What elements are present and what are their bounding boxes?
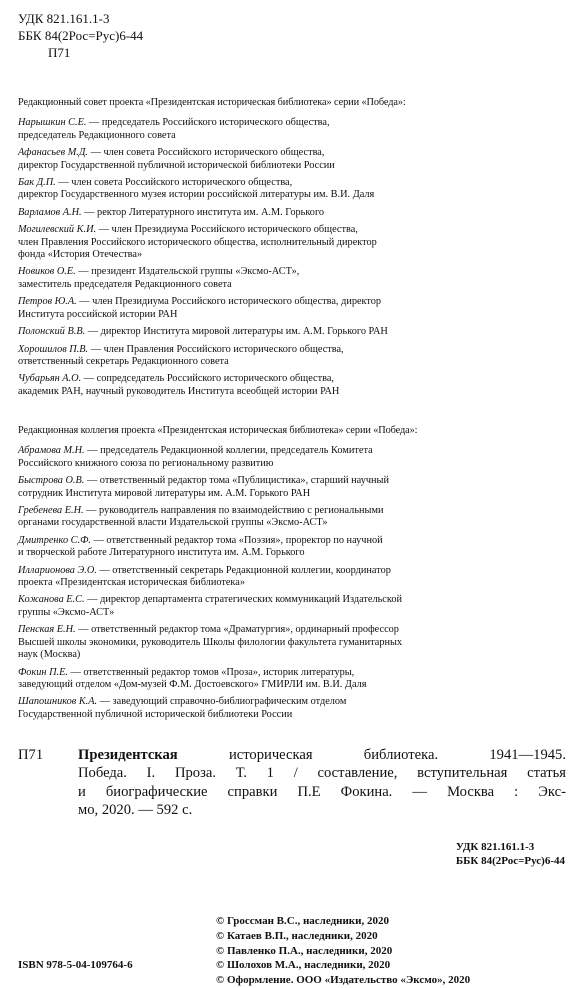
udk-code-bottom: УДК 821.161.1-3 xyxy=(455,841,535,853)
member-line xyxy=(18,607,566,619)
member-role: — ответственный редактор томов «Проза», историк литературы, xyxy=(70,666,355,678)
member-name: Чубарьян А.О. xyxy=(18,373,82,385)
member-role: Российского книжного союза по региональному развитию xyxy=(18,457,274,469)
member-entry xyxy=(18,373,566,398)
member-name: Илларионова Э.О. xyxy=(18,564,97,576)
member-role: — директор Института мировой литературы им. А.М. Горького РАН xyxy=(87,326,388,338)
member-line xyxy=(18,594,566,606)
member-line xyxy=(18,309,566,321)
editorial-council-heading: Редакционный совет проекта «Президентская историческая библиотека» серии «Победа»: xyxy=(18,97,406,108)
member-entry xyxy=(18,344,566,369)
member-line xyxy=(18,296,566,308)
member-line xyxy=(18,577,566,589)
member-line xyxy=(18,207,566,219)
member-line xyxy=(18,649,566,661)
member-role: — член Правления Российского исторического общества, xyxy=(90,343,344,355)
member-role: наук (Москва) xyxy=(18,649,81,661)
member-role: — ректор Литературного института им. А.М. Горького xyxy=(84,206,325,218)
author-mark: П71 xyxy=(48,45,71,60)
member-name: Кожанова Е.С. xyxy=(18,594,85,606)
member-line xyxy=(18,249,566,261)
member-role: член Правления Российского исторического общества, исполнительный директор xyxy=(18,236,377,248)
member-role: — заведующий справочно-библиографическим отделом xyxy=(99,696,347,708)
member-line xyxy=(18,386,566,398)
member-role: председатель Редакционного совета xyxy=(18,129,176,141)
member-role: директор Государственной публичной исторической библиотеки России xyxy=(18,159,335,171)
member-entry xyxy=(18,266,566,291)
member-role: — президент Издательской группы «Эксмо-АСТ», xyxy=(78,266,300,278)
member-entry xyxy=(18,667,566,692)
member-role: — ответственный редактор тома «Публицистика», старший научный xyxy=(86,475,389,487)
member-role: — член совета Российского исторического общества, xyxy=(90,147,325,159)
member-line xyxy=(18,189,566,201)
member-role: — член Президиума Российского исторического общества, директор xyxy=(79,296,382,308)
editorial-board-list xyxy=(18,445,566,721)
member-line xyxy=(18,535,566,547)
member-entry xyxy=(18,445,566,470)
member-role: органами государственной власти Издательской группы «Эксмо-АСТ» xyxy=(18,517,328,529)
member-role: Высшей школы экономики, руководитель Школы филологии факультета гуманитарных xyxy=(18,636,403,648)
member-line xyxy=(18,117,566,129)
classification-codes-top xyxy=(18,10,143,61)
member-line xyxy=(18,458,566,470)
member-line xyxy=(18,624,566,636)
catalog-line-2: Победа. I. Проза. Т. 1 / составление, вступительная статья xyxy=(78,765,566,782)
member-name: Нарышкин С.Е. xyxy=(18,117,87,129)
member-role: и творческой работе Литературного института им. А.М. Горького xyxy=(18,547,305,559)
member-name: Могилевский К.И. xyxy=(18,224,97,236)
member-name: Абрамова М.Н. xyxy=(18,445,85,457)
member-entry xyxy=(18,296,566,321)
member-line xyxy=(18,475,566,487)
member-role: — председатель Редакционной коллегии, председатель Комитета xyxy=(87,445,373,457)
member-line xyxy=(18,356,566,368)
member-entry xyxy=(18,117,566,142)
catalog-record xyxy=(18,746,566,820)
member-role: заведующий отделом «Дом-музей Ф.М. Достоевского» ГМИРЛИ им. В.И. Даля xyxy=(18,678,367,690)
editorial-board-heading: Редакционная коллегия проекта «Президентская историческая библиотека» серии «Победа»: xyxy=(18,425,418,436)
bbk-code-bottom: ББК 84(2Рос=Рус)6-44 xyxy=(455,855,565,867)
copyright-line: © Катаев В.П., наследники, 2020 xyxy=(216,929,378,942)
catalog-line-3: и биографические справки П.Е Фокина. — Москва : Экс- xyxy=(78,783,566,800)
member-line xyxy=(18,696,566,708)
member-entry xyxy=(18,535,566,560)
member-role: — ответственный секретарь Редакционной коллегии, координатор xyxy=(99,564,391,576)
member-line xyxy=(18,637,566,649)
member-line xyxy=(18,224,566,236)
bbk-code: ББК 84(2Рос=Рус)6-44 xyxy=(18,28,144,43)
member-role: группы «Эксмо-АСТ» xyxy=(18,606,115,618)
copyright-line: © Оформление. ООО «Издательство «Эксмо», 2020 xyxy=(216,974,471,987)
editorial-board xyxy=(18,425,566,726)
member-line xyxy=(18,147,566,159)
member-line xyxy=(18,547,566,559)
member-entry xyxy=(18,696,566,721)
member-line xyxy=(18,326,566,338)
member-name: Бак Д.П. xyxy=(18,177,56,189)
member-line xyxy=(18,445,566,457)
member-line xyxy=(18,565,566,577)
copyright-line: © Павленко П.А., наследники, 2020 xyxy=(216,944,393,957)
member-line xyxy=(18,488,566,500)
member-role: академик РАН, научный руководитель Института всеобщей истории РАН xyxy=(18,385,340,397)
catalog-title-bold: Президентская xyxy=(78,747,178,763)
member-entry xyxy=(18,624,566,661)
member-role: сотрудник Института мировой литературы им. А.М. Горького РАН xyxy=(18,487,311,499)
member-role: — сопредседатель Российского исторического общества, xyxy=(83,373,334,385)
member-entry xyxy=(18,475,566,500)
member-role: — член Президиума Российского исторического общества, xyxy=(98,224,358,236)
copyright-line: © Шолохов М.А., наследники, 2020 xyxy=(216,959,391,972)
member-entry xyxy=(18,505,566,530)
catalog-line-1-rest: историческая библиотека. 1941—1945. xyxy=(177,747,566,763)
member-entry xyxy=(18,207,566,219)
copyright-line: © Гроссман В.С., наследники, 2020 xyxy=(216,915,389,927)
member-name: Шапошников К.А. xyxy=(18,696,98,708)
member-line xyxy=(18,505,566,517)
editorial-council xyxy=(18,97,566,403)
member-line xyxy=(18,130,566,142)
member-name: Афанасьев М.Д. xyxy=(18,147,88,159)
udk-code: УДК 821.161.1-3 xyxy=(18,11,110,26)
member-entry xyxy=(18,147,566,172)
member-name: Хорошилов П.В. xyxy=(18,343,89,355)
member-entry xyxy=(18,224,566,261)
catalog-line-4: мо, 2020. — 592 с. xyxy=(78,802,193,819)
classification-codes-bottom xyxy=(456,840,565,868)
member-name: Новиков О.Е. xyxy=(18,266,76,278)
member-name: Фокин П.Е. xyxy=(18,666,68,678)
member-role: — ответственный редактор тома «Поэзия», проректор по научной xyxy=(93,534,383,546)
member-entry xyxy=(18,326,566,338)
isbn: ISBN 978-5-04-109764-6 xyxy=(18,959,133,971)
member-name: Дмитренко С.Ф. xyxy=(18,534,91,546)
catalog-author-mark: П71 xyxy=(18,747,44,763)
member-name: Гребенева Е.Н. xyxy=(18,505,84,517)
member-name: Пенская Е.Н. xyxy=(18,624,76,636)
member-entry xyxy=(18,177,566,202)
member-role: — руководитель направления по взаимодействию с региональными xyxy=(86,505,384,517)
member-role: ответственный секретарь Редакционного совета xyxy=(18,355,229,367)
member-line xyxy=(18,177,566,189)
member-name: Полонский В.В. xyxy=(18,326,86,338)
member-line xyxy=(18,709,566,721)
member-line xyxy=(18,160,566,172)
member-line xyxy=(18,679,566,691)
member-role: Института российской истории РАН xyxy=(18,308,178,320)
member-role: — член совета Российского исторического общества, xyxy=(58,177,293,189)
member-line xyxy=(18,517,566,529)
member-role: заместитель председателя Редакционного совета xyxy=(18,278,232,290)
catalog-description xyxy=(78,746,566,820)
member-name: Петров Ю.А. xyxy=(18,296,77,308)
member-role: фонда «История Отечества» xyxy=(18,249,143,261)
member-line xyxy=(18,667,566,679)
member-entry xyxy=(18,594,566,619)
copyright-notices xyxy=(216,914,470,988)
member-role: — директор департамента стратегических коммуникаций Издательской xyxy=(87,594,403,606)
member-role: директор Государственного музея истории российской литературы им. В.И. Даля xyxy=(18,189,375,201)
member-name: Варламов А.Н. xyxy=(18,206,82,218)
member-role: проекта «Президентская историческая библиотека» xyxy=(18,577,245,589)
member-line xyxy=(18,373,566,385)
member-line xyxy=(18,344,566,356)
member-role: Государственной публичной исторической библиотеки России xyxy=(18,708,293,720)
member-entry xyxy=(18,565,566,590)
member-name: Быстрова О.В. xyxy=(18,475,85,487)
editorial-council-list xyxy=(18,117,566,398)
catalog-line-1 xyxy=(78,746,566,764)
member-line xyxy=(18,279,566,291)
member-line xyxy=(18,266,566,278)
member-line xyxy=(18,237,566,249)
member-role: — председатель Российского исторического общества, xyxy=(89,117,330,129)
member-role: — ответственный редактор тома «Драматургия», ординарный профессор xyxy=(78,624,399,636)
